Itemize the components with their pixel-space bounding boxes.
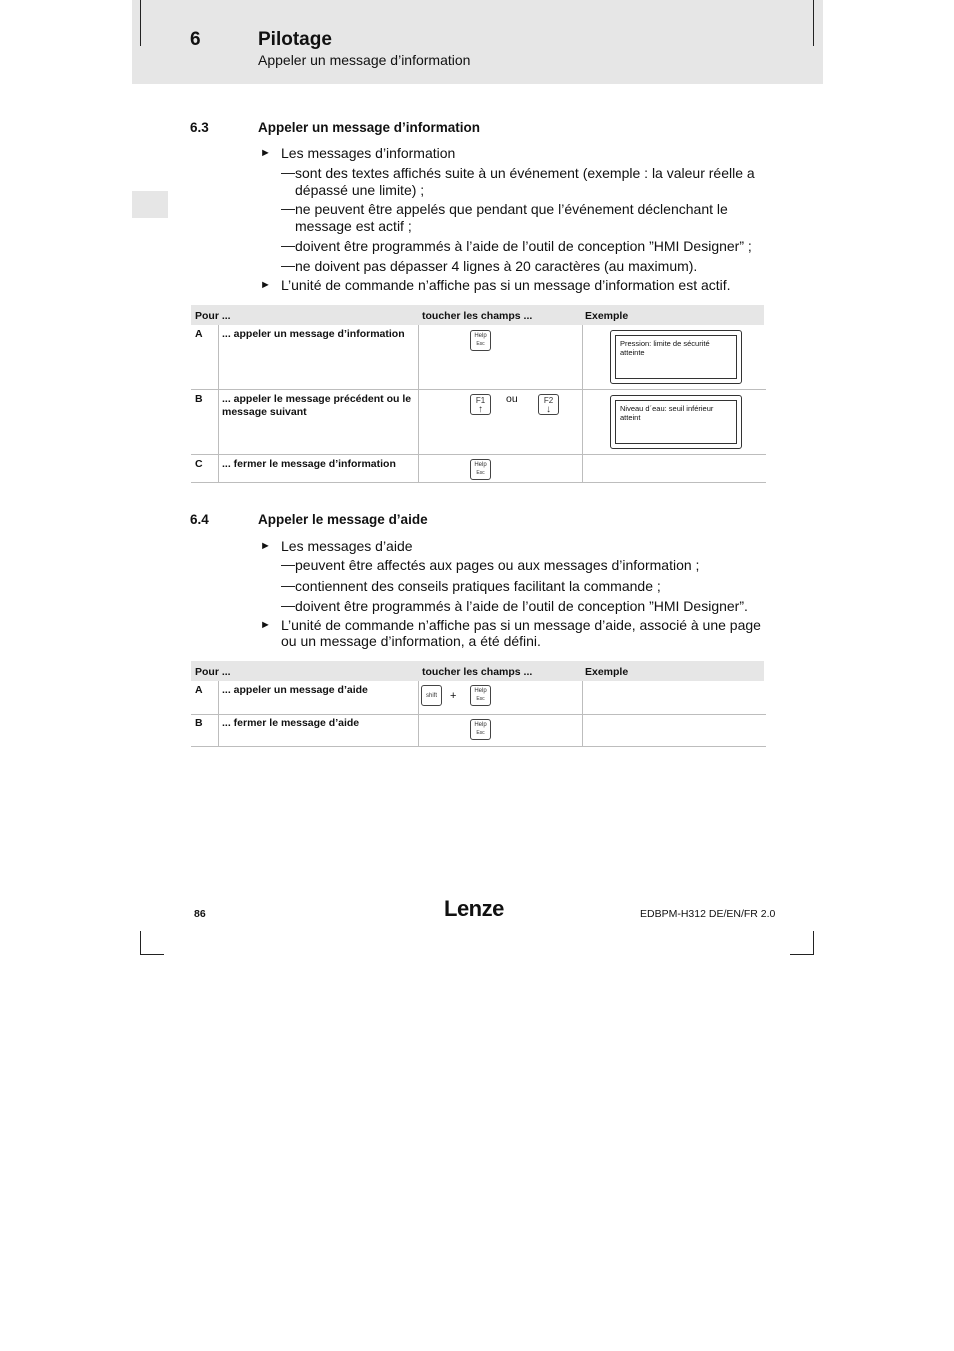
help-esc-key-icon — [470, 685, 491, 706]
crop-mark-top-right — [813, 0, 814, 46]
table-divider — [218, 325, 219, 455]
page-number: 86 — [194, 908, 206, 920]
table-divider — [582, 325, 583, 482]
key-label: Esc — [476, 341, 485, 347]
dash-icon: — — [281, 164, 295, 180]
dash-text-cont: message est actif ; — [295, 218, 412, 234]
row-action: ... fermer le message d’information — [222, 458, 396, 470]
key-label: Help — [474, 722, 487, 728]
dash-icon: — — [281, 237, 295, 253]
key-label: Help — [474, 333, 487, 339]
dash-icon: — — [281, 257, 295, 273]
key-label: Esc — [476, 730, 485, 736]
table-rule — [191, 454, 766, 455]
dash-icon: — — [281, 577, 295, 593]
row-id: A — [195, 328, 203, 340]
header-band — [132, 0, 823, 84]
crop-mark-top-left — [140, 0, 141, 46]
row-id: A — [195, 684, 203, 696]
dash-text: sont des textes affichés suite à un événement (exemple : la valeur réelle a — [295, 165, 755, 181]
dash-text: doivent être programmés à l’aide de l’outil de conception ”HMI Designer” ; — [295, 238, 752, 254]
key-label: F1 — [475, 396, 486, 405]
dash-text: peuvent être affectés aux pages ou aux messages d’information ; — [295, 557, 700, 573]
lcd-message: Niveau d´eau: seuil inférieur atteint — [615, 400, 737, 444]
bullet-text: L’unité de commande n’affiche pas si un message d’information est actif. — [281, 277, 731, 293]
down-arrow-icon: ↓ — [546, 404, 551, 415]
row-action: ... appeler le message précédent ou le — [222, 393, 412, 405]
section-number: 6.4 — [190, 512, 209, 527]
lenze-logo: Lenze — [444, 896, 504, 921]
row-action: ... appeler un message d’aide — [222, 684, 368, 696]
dash-icon: — — [281, 597, 295, 613]
row-id: B — [195, 393, 203, 405]
side-tab — [132, 191, 168, 218]
bullet-arrow-icon: ► — [260, 619, 271, 631]
crop-mark-bottom-right-v — [813, 931, 814, 955]
table-header-cell: toucher les champs ... — [422, 666, 533, 678]
row-id: C — [195, 458, 203, 470]
chapter-subtitle: Appeler un message d’information — [258, 52, 471, 68]
row-action: ... appeler un message d’information — [222, 328, 405, 340]
key-label: Help — [474, 688, 487, 694]
section-title: Appeler le message d’aide — [258, 512, 428, 527]
chapter-number: 6 — [190, 29, 201, 50]
section-number: 6.3 — [190, 120, 209, 135]
table-header-cell: Pour ... — [195, 666, 231, 678]
bullet-arrow-icon: ► — [260, 147, 271, 159]
table-header-row — [191, 661, 764, 681]
lcd-display-example — [610, 395, 742, 449]
section-title: Appeler un message d’information — [258, 120, 481, 135]
table-rule — [191, 746, 766, 747]
or-label: ou — [506, 393, 518, 405]
crop-mark-bottom-left-h — [140, 954, 164, 955]
dash-text: contiennent des conseils pratiques facilitant la commande ; — [295, 578, 661, 594]
dash-text-cont: dépassé une limite) ; — [295, 182, 425, 198]
dash-text: ne doivent pas dépasser 4 lignes à 20 caractères (au maximum). — [295, 258, 698, 274]
table-rule — [191, 389, 766, 390]
table-divider — [418, 325, 419, 482]
bullet-text: Les messages d’information — [281, 145, 456, 161]
plus-label: + — [450, 690, 457, 702]
help-esc-key-icon — [470, 459, 491, 480]
key-label: Esc — [476, 696, 485, 702]
dash-text: ne peuvent être appelés que pendant que l’événement déclenchant le — [295, 201, 728, 217]
bullet-text: L’unité de commande n’affiche pas si un message d’aide, associé à une page — [281, 617, 761, 633]
bullet-text-cont: ou un message d’information, a été défini. — [281, 633, 541, 649]
bullet-text: Les messages d’aide — [281, 538, 413, 554]
table-rule — [191, 714, 766, 715]
dash-icon: — — [281, 556, 295, 572]
key-label: F2 — [543, 396, 554, 405]
table-header-row — [191, 305, 764, 325]
crop-mark-bottom-right-h — [790, 954, 814, 955]
row-id: B — [195, 717, 203, 729]
key-label: shift — [425, 693, 437, 699]
table-rule — [191, 482, 766, 483]
dash-icon: — — [281, 200, 295, 216]
document-id: EDBPM-H312 DE/EN/FR 2.0 — [640, 908, 776, 920]
row-action-cont: message suivant — [222, 406, 307, 418]
key-label: Esc — [476, 470, 485, 476]
crop-mark-bottom-left-v — [140, 931, 141, 955]
shift-key-icon — [421, 685, 442, 706]
table-header-cell: toucher les champs ... — [422, 310, 533, 322]
lcd-message: Pression: limite de sécurité atteinte — [615, 335, 737, 379]
bullet-arrow-icon: ► — [260, 540, 271, 552]
table-divider — [218, 455, 219, 482]
key-label: Help — [474, 462, 487, 468]
f1-up-key-icon — [470, 394, 491, 415]
help-esc-key-icon — [470, 719, 491, 740]
bullet-arrow-icon: ► — [260, 279, 271, 291]
f2-down-key-icon — [538, 394, 559, 415]
table-header-cell: Exemple — [585, 310, 629, 322]
dash-text: doivent être programmés à l’aide de l’outil de conception ”HMI Designer”. — [295, 598, 748, 614]
chapter-title: Pilotage — [258, 29, 332, 50]
row-action: ... fermer le message d’aide — [222, 717, 360, 729]
table-header-cell: Exemple — [585, 666, 629, 678]
up-arrow-icon: ↑ — [478, 404, 483, 415]
lcd-display-example — [610, 330, 742, 384]
table-header-cell: Pour ... — [195, 310, 231, 322]
help-esc-key-icon — [470, 330, 491, 351]
